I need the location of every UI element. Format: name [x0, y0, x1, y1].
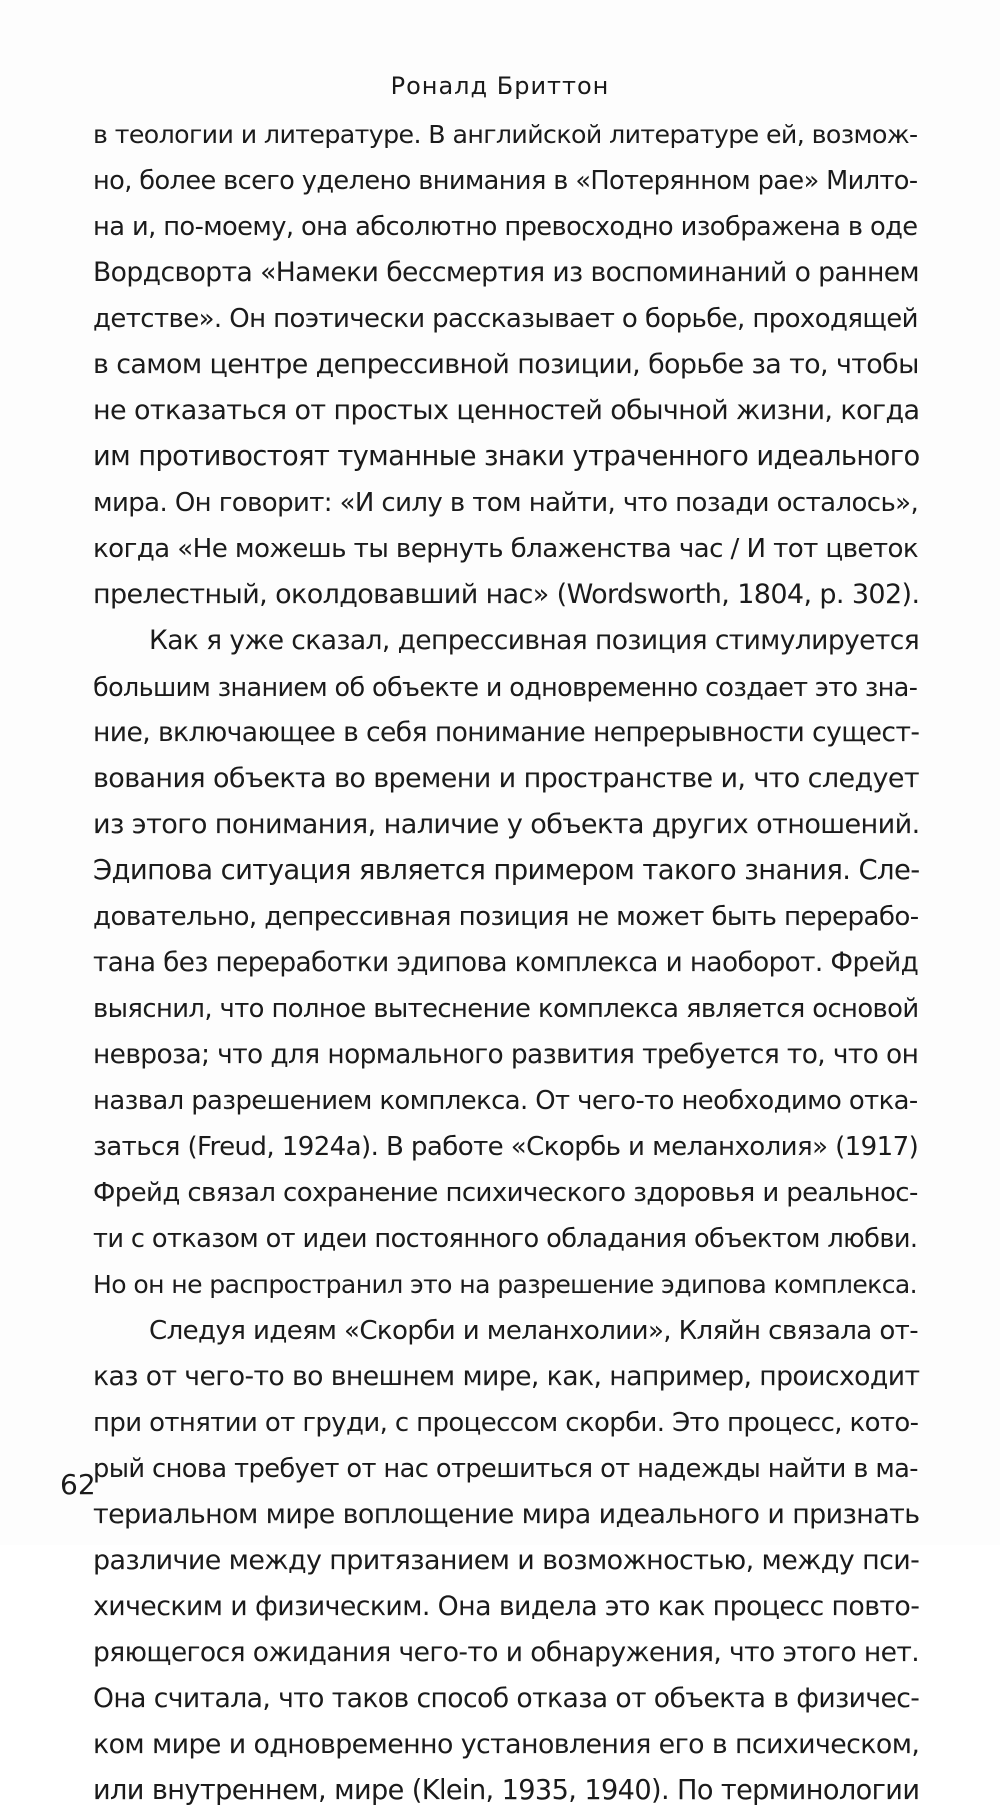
text-line: вования объекта во времени и пространстве и, что следует — [93, 763, 920, 794]
text-line: Вордсворта «Намеки бессмертия из воспоминаний о раннем — [93, 257, 920, 288]
page-number: 62 — [60, 1468, 96, 1501]
text-line: ряющегося ожидания чего-то и обнаружения, что этого нет. — [93, 1637, 920, 1668]
text-line: в самом центре депрессивной позиции, борьбе за то, чтобы — [93, 349, 919, 380]
text-line: из этого понимания, наличие у объекта других отношений. — [93, 809, 920, 840]
text-line: детстве». Он поэтически рассказывает о борьбе, проходящей — [93, 304, 918, 334]
text-line: Эдипова ситуация является примером такого знания. Сле- — [93, 855, 920, 886]
text-line: им противостоят туманные знаки утраченного идеального — [93, 441, 920, 472]
text-line: Фрейд связал сохранение психического здоровья и реальнос- — [93, 1178, 918, 1208]
body-text — [93, 112, 923, 1814]
text-line: тана без переработки эдипова комплекса и наоборот. Фрейд — [93, 948, 919, 978]
text-line: когда «Не можешь ты вернуть блаженства час / И тот цветок — [93, 534, 919, 564]
text-line: рый снова требует от нас отрешиться от надежды найти в ма- — [93, 1454, 918, 1484]
text-line: териальном мире воплощение мира идеального и признать — [93, 1499, 920, 1530]
text-line: при отнятии от груди, с процессом скорби. Это процесс, кото- — [93, 1408, 919, 1438]
text-line: ти с отказом от идеи постоянного обладания объектом любви. — [93, 1224, 918, 1254]
text-line: Она считала, что таков способ отказа от объекта в физичес- — [93, 1683, 920, 1714]
text-line: различие между притязанием и возможностью, между пси- — [93, 1545, 920, 1576]
text-line: ком мире и одновременно установления его в психическом, — [93, 1729, 920, 1760]
text-line: но, более всего уделено внимания в «Потерянном рае» Милто- — [93, 166, 918, 196]
text-line: ние, включающее в себя понимание непрерывности сущест- — [93, 717, 920, 748]
text-line: Как я уже сказал, депрессивная позиция стимулируется — [149, 625, 920, 656]
text-line: назвал разрешением комплекса. От чего-то необходимо отка- — [93, 1086, 918, 1116]
text-line: каз от чего-то во внешнем мире, как, например, происходит — [93, 1361, 920, 1392]
text-line: или внутреннем, мире (Klein, 1935, 1940). По терминологии — [93, 1775, 920, 1806]
text-line: заться (Freud, 1924a). В работе «Скорбь и меланхолия» (1917) — [93, 1132, 919, 1162]
text-line: невроза; что для нормального развития требуется то, что он — [93, 1039, 919, 1070]
text-line: хическим и физическим. Она видела это как процесс повто- — [93, 1591, 920, 1622]
text-line: мира. Он говорит: «И силу в том найти, что позади осталось», — [93, 488, 919, 518]
text-line: Но он не распространил это на разрешение эдипова комплекса. — [93, 1270, 918, 1299]
text-line: большим знанием об объекте и одновременно создает это зна- — [93, 672, 918, 702]
text-line: на и, по-моему, она абсолютно превосходно изображена в оде — [93, 212, 918, 242]
text-line: не отказаться от простых ценностей обычной жизни, когда — [93, 395, 920, 426]
text-line: прелестный, околдовавший нас» (Wordsworth, 1804, p. 302). — [93, 579, 920, 610]
text-line: Следуя идеям «Скорби и меланхолии», Кляйн связала от- — [149, 1316, 919, 1346]
running-head-author: Роналд Бриттон — [390, 72, 610, 100]
text-line: довательно, депрессивная позиция не может быть перерабо- — [93, 902, 919, 932]
text-line: в теологии и литературе. В английской литературе ей, возмож- — [93, 120, 918, 149]
text-line: выяснил, что полное вытеснение комплекса является основой — [93, 994, 919, 1024]
